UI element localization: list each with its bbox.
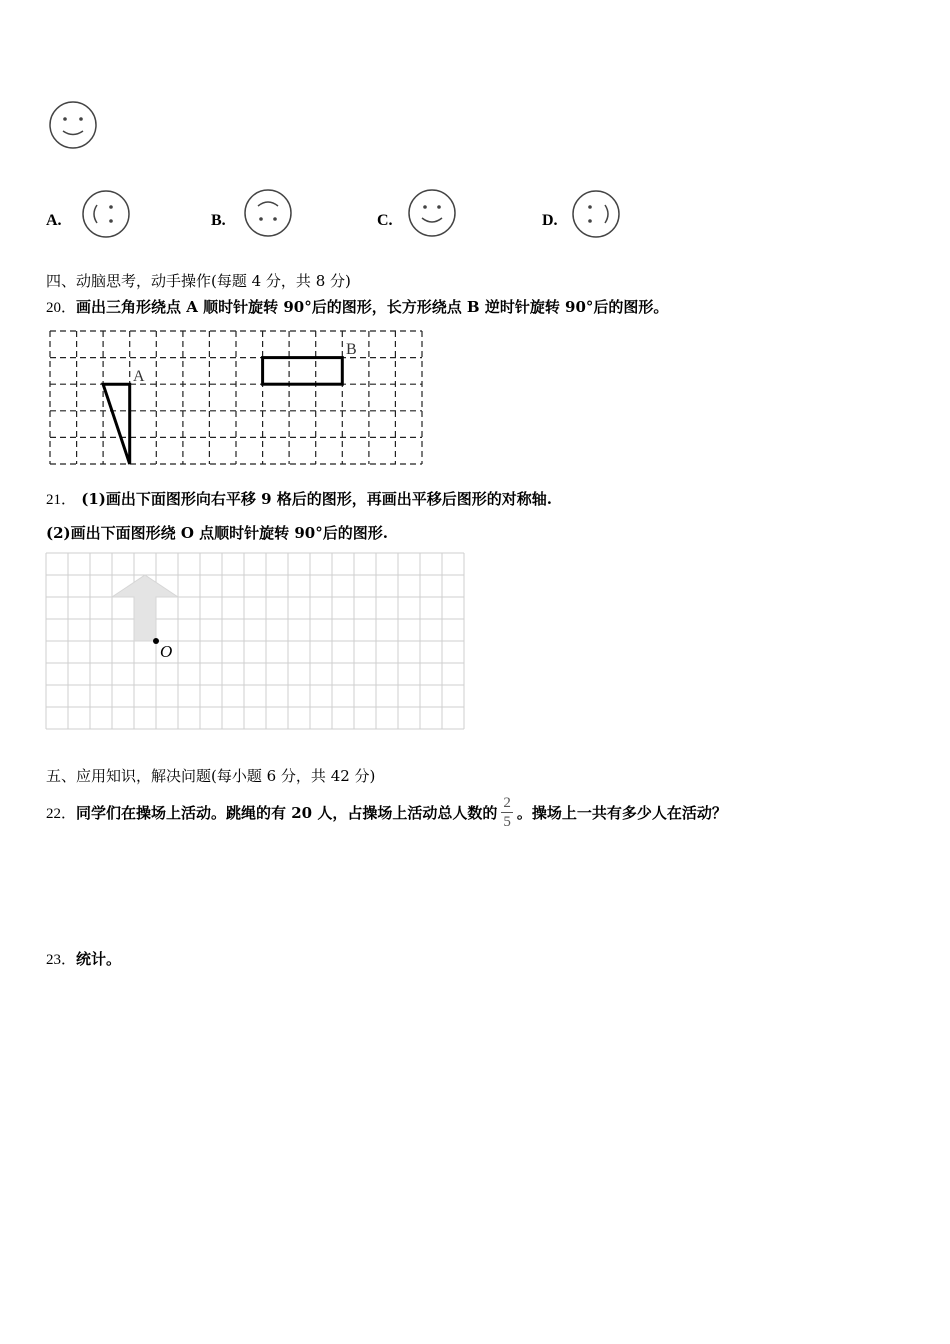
question-22-text-after: 。操场上一共有多少人在活动？ (516, 803, 727, 822)
question-21-part-2: (2)画出下面图形绕 O 点顺时针旋转 90°后的图形. (46, 524, 388, 542)
question-20-number: 20． (46, 300, 77, 316)
question-face-icon (46, 100, 102, 152)
translation-grid-figure (44, 551, 468, 733)
face-eyes-vertical-right-mouth-icon[interactable] (570, 188, 624, 242)
arrow-shape (112, 575, 178, 641)
question-23-number: 23． (46, 952, 77, 968)
point-b-label: B (346, 341, 357, 358)
point-o-label: O (160, 642, 173, 661)
option-a-label[interactable]: A. (46, 212, 62, 229)
question-21-part-1-text: (1)画出下面图形向右平移 9 格后的图形，再画出平移后图形的对称轴. (81, 490, 552, 508)
fraction-two-fifths (501, 794, 513, 831)
rectangle-shape (263, 358, 343, 385)
option-c-label[interactable]: C. (377, 212, 393, 229)
option-b-label[interactable]: B. (211, 212, 226, 229)
face-eyes-vertical-left-mouth-icon[interactable] (80, 188, 134, 242)
option-d-label[interactable]: D. (542, 212, 558, 229)
fraction-denominator: 5 (503, 813, 511, 830)
rotation-grid-figure (46, 328, 428, 470)
question-22-number: 22． (46, 805, 77, 822)
question-22 (46, 788, 727, 836)
question-20-text: 画出三角形绕点 A 顺时针旋转 90°后的图形，长方形绕点 B 逆时针旋转 90°后的图形。 (76, 298, 669, 316)
question-21-part-1 (46, 488, 552, 509)
question-23 (46, 948, 121, 969)
triangle-shape (103, 384, 130, 464)
question-20 (46, 296, 668, 317)
face-frown-top-icon[interactable] (242, 188, 296, 244)
fraction-numerator: 2 (503, 794, 511, 811)
section-4-heading: 四、动脑思考，动手操作(每题 4 分，共 8 分) (46, 272, 351, 290)
question-23-text: 统计。 (76, 950, 122, 968)
point-a-label: A (133, 368, 145, 385)
point-o-dot (153, 638, 159, 644)
face-smile-icon[interactable] (406, 188, 460, 244)
question-22-text-before: 同学们在操场上活动。跳绳的有 20 人，占操场上活动总人数的 (76, 803, 498, 822)
question-21-number: 21． (46, 492, 77, 508)
section-5-heading: 五、应用知识，解决问题(每小题 6 分，共 42 分) (46, 767, 376, 785)
